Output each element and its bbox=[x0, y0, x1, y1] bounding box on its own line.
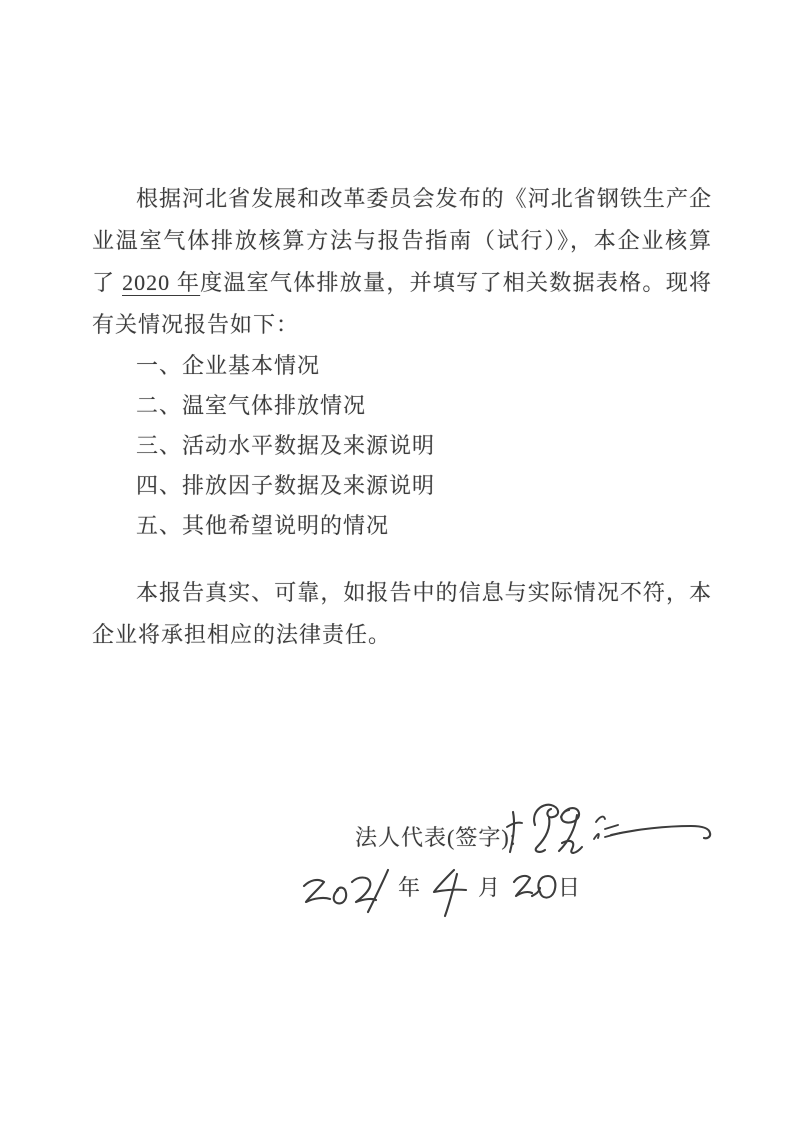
toc-item-1: 一、企业基本情况 bbox=[136, 353, 321, 378]
signature-row bbox=[92, 817, 712, 859]
handwritten-year-icon bbox=[300, 868, 392, 914]
handwritten-day-icon bbox=[512, 870, 558, 908]
month-unit: 月 bbox=[478, 875, 502, 900]
intro-text-after: 度温室气体排放量，并填写了相关数据表格。现将有关情况报告如下： bbox=[92, 270, 712, 337]
document-body bbox=[92, 178, 712, 924]
signature-date-row bbox=[92, 864, 712, 924]
intro-paragraph bbox=[92, 178, 712, 346]
toc-item-4: 四、排放因子数据及来源说明 bbox=[136, 473, 436, 498]
signature-label: 法人代表(签字): bbox=[355, 825, 517, 850]
signature-area bbox=[92, 817, 712, 924]
day-unit: 日 bbox=[558, 875, 582, 900]
handwritten-month-icon bbox=[430, 864, 470, 918]
toc-list bbox=[92, 346, 712, 546]
toc-item-3: 三、活动水平数据及来源说明 bbox=[136, 433, 436, 458]
toc-item-2: 二、温室气体排放情况 bbox=[136, 393, 367, 418]
intro-text-before: 根据河北省发展和改革委员会发布的《河北省钢铁生产企业温室气体排放核算方法与报告指南（试行）》，本企业核算了 bbox=[92, 186, 712, 295]
legal-representative-signature-icon bbox=[505, 800, 713, 858]
toc-item-5: 五、其他希望说明的情况 bbox=[136, 513, 390, 538]
year-unit: 年 bbox=[398, 875, 422, 900]
declaration-paragraph: 本报告真实、可靠，如报告中的信息与实际情况不符，本企业将承担相应的法律责任。 bbox=[92, 580, 712, 647]
accounting-year-underlined: 2020 年 bbox=[122, 270, 201, 295]
